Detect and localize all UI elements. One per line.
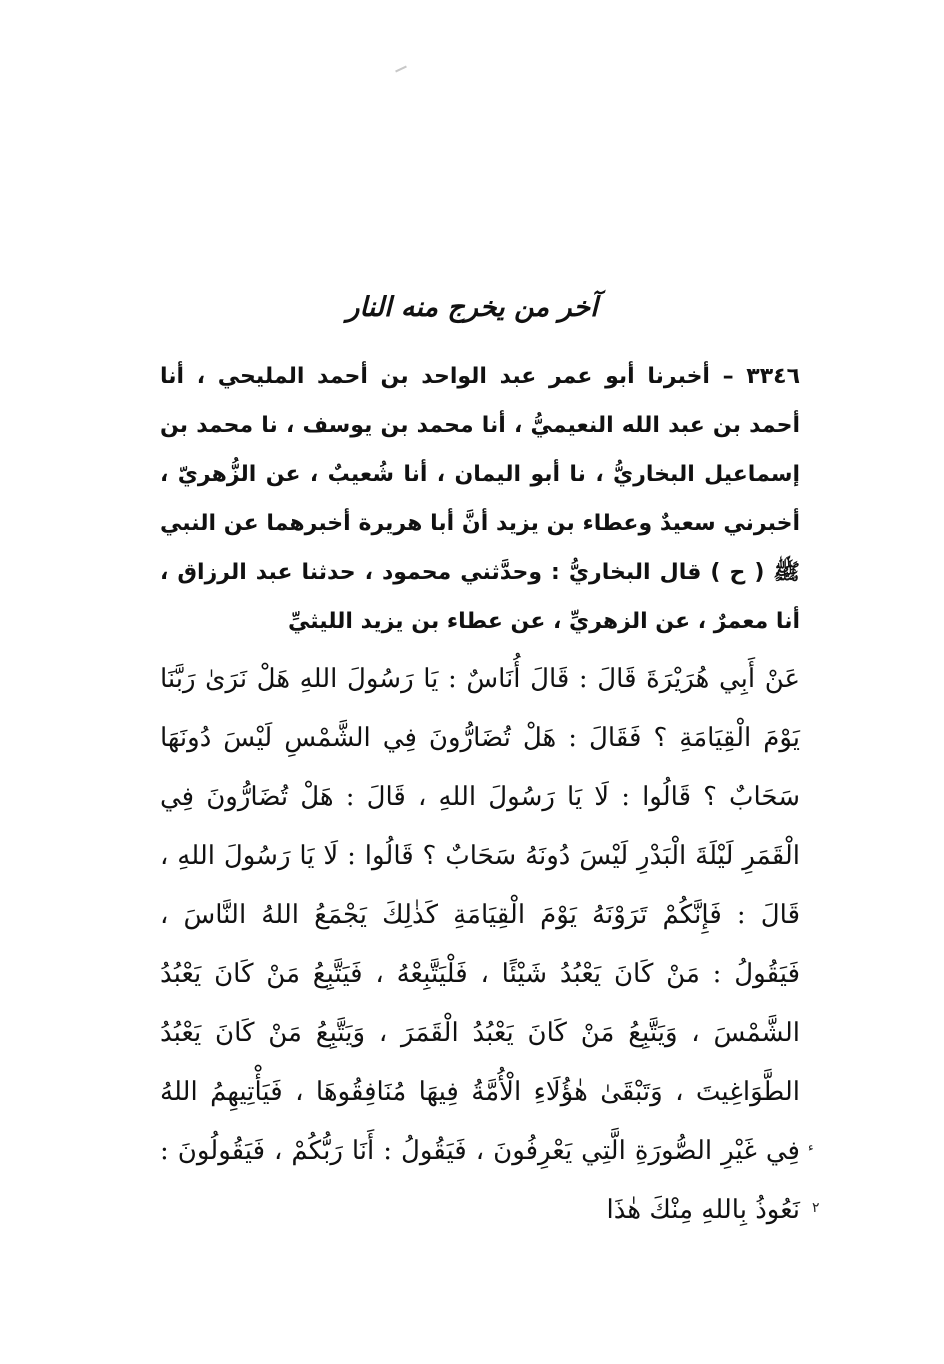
scan-speck (395, 66, 407, 73)
isnad-paragraph: ٣٣٤٦ – أخبرنا أبو عمر عبد الواحد بن أحمد المليحي ، أنا أحمد بن عبد الله النعيميُّ ، أنا محمد بن يوسف ، نا محمد بن إسماعيل البخاريُّ ، نا أبو اليمان ، أنا شُعيبٌ ، عن الزُّهريّ ، أخبرني سعيدٌ وعطاء بن يزيد أنَّ أبا هريرة أخبرهما عن النبي ﷺ ( ح ) قال البخاريُّ : وحدَّثني محمود ، حدثنا عبد الرزاق ، أنا معمرٌ ، عن الزهريِّ ، عن عطاء بن يزيد الليثيِّ (160, 364, 800, 634)
section-heading: آخر من يخرج منه النار (346, 292, 598, 323)
margin-mark-upper: ء (808, 1140, 814, 1154)
hadith-text: عَنْ أَبِي هُرَيْرَةَ قَالَ : قَالَ أُنَاسٌ : يَا رَسُولَ اللهِ هَلْ نَرَىٰ رَبَّنَا يَوْمَ الْقِيَامَةِ ؟ فَقَالَ : هَلْ تُضَارُّونَ فِي الشَّمْسِ لَيْسَ دُونَهَا سَحَابٌ ؟ قَالُوا : لَا يَا رَسُولَ اللهِ ، قَالَ : هَلْ تُضَارُّونَ فِي الْقَمَرِ لَيْلَةَ الْبَدْرِ لَيْسَ دُونَهُ سَحَابٌ ؟ قَالُوا : لَا يَا رَسُولَ اللهِ ، قَالَ : فَإِنَّكُمْ تَرَوْنَهُ يَوْمَ الْقِيَامَةِ كَذٰلِكَ يَجْمَعُ اللهُ النَّاسَ ، فَيَقُولُ : مَنْ كَانَ يَعْبُدُ شَيْئًا ، فَلْيَتَّبِعْهُ ، فَيَتَّبِعُ مَنْ كَانَ يَعْبُدُ الشَّمْسَ ، وَيَتَّبِعُ مَنْ كَانَ يَعْبُدُ الْقَمَرَ ، وَيَتَّبِعُ مَنْ كَانَ يَعْبُدُ الطَّوَاغِيتَ ، وَتَبْقَىٰ هٰؤُلَاءِ الْأُمَّةُ فِيهَا مُنَافِقُوهَا ، فَيَأْتِيهِمُ اللهُ فِي غَيْرِ الصُّورَةِ الَّتِي يَعْرِفُونَ ، فَيَقُولُ : أَنَا رَبُّكُمْ ، فَيَقُولُونَ : نَعُوذُ بِاللهِ مِنْكَ هٰذَا (160, 664, 800, 1225)
margin-mark-lower: ٢ (812, 1200, 820, 1216)
